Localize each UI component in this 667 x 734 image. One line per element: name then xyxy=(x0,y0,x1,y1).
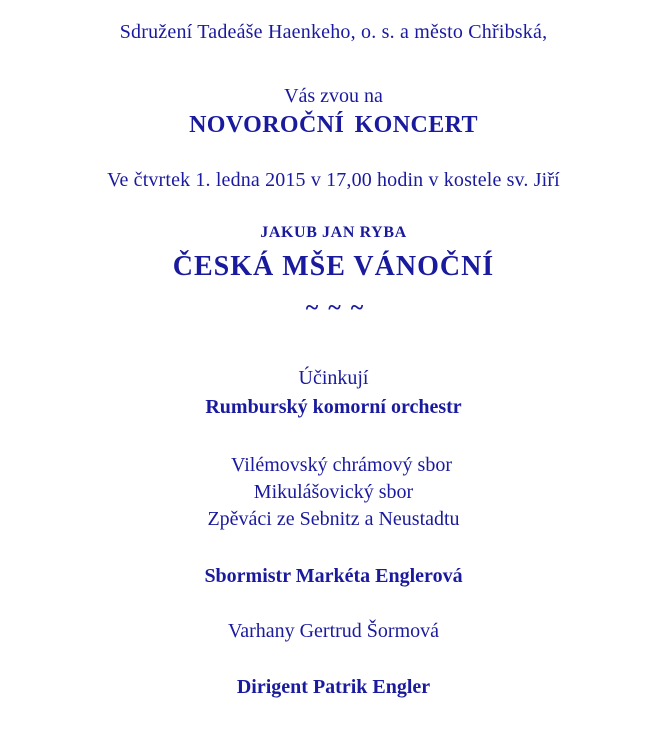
choir-item: Mikulášovický sbor xyxy=(253,481,414,503)
conductor: Dirigent Patrik Engler xyxy=(236,676,431,698)
performers-label: Účinkují xyxy=(298,367,369,389)
date-line: Ve čtvrtek 1. ledna 2015 v 17,00 hodin v kostele sv. Jiří xyxy=(107,169,560,191)
composer-name: JAKUB JAN RYBA xyxy=(260,224,407,241)
choir-item: Vilémovský chrámový sbor xyxy=(231,454,452,476)
invite-line: Vás zvou na xyxy=(284,85,383,107)
choir-item: Zpěváci ze Sebnitz a Neustadtu xyxy=(207,508,460,530)
event-title: NOVOROČNÍ KONCERT xyxy=(189,112,478,138)
chorus-master: Sbormistr Markéta Englerová xyxy=(204,565,463,587)
work-title: ČESKÁ MŠE VÁNOČNÍ xyxy=(172,251,495,282)
orchestra-name: Rumburský komorní orchestr xyxy=(205,396,462,418)
organist: Varhany Gertrud Šormová xyxy=(227,620,440,642)
organizers-line: Sdružení Tadeáše Haenkeho, o. s. a město Chřibská, xyxy=(119,21,548,43)
tilde-divider: ~ ~ ~ xyxy=(305,295,366,321)
